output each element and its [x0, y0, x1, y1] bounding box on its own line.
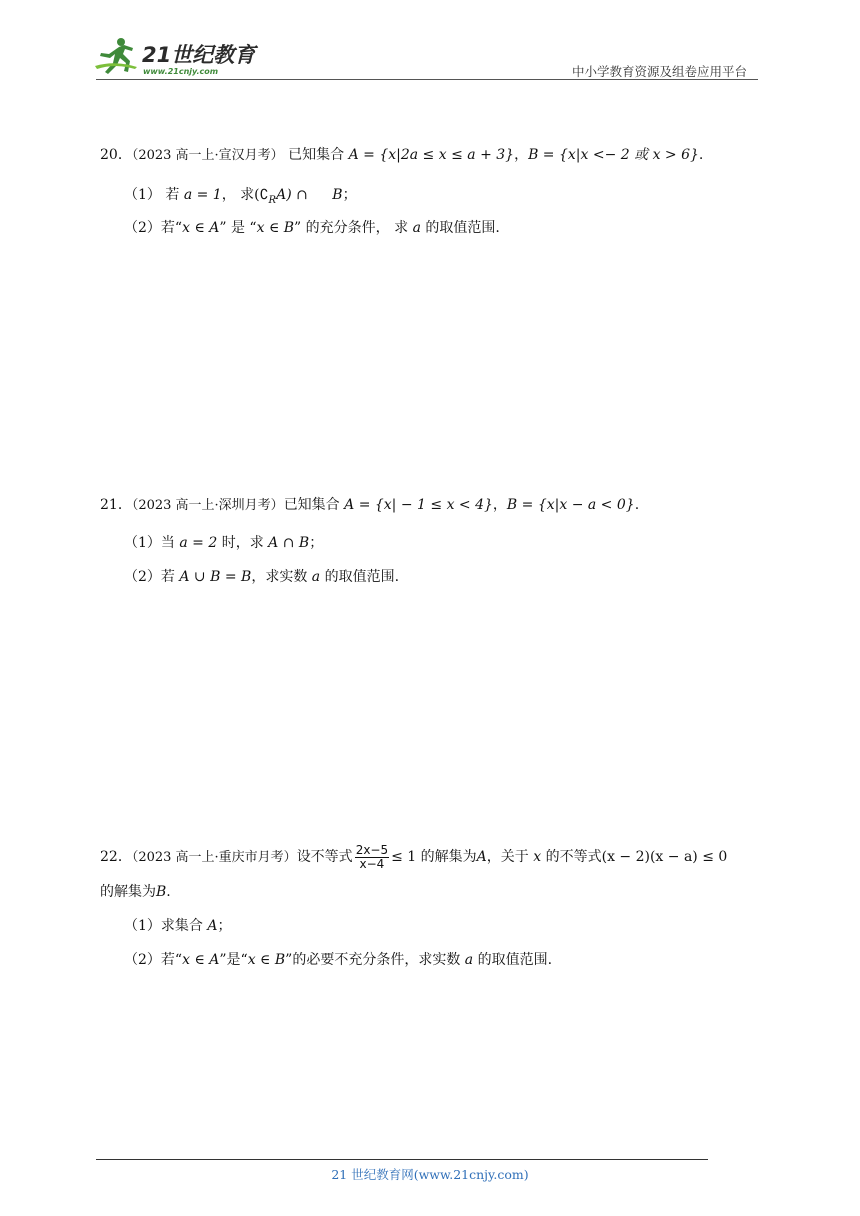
question-22 [100, 840, 727, 875]
q22-p2-math3: a [464, 952, 474, 968]
q22-line2-end: . [166, 884, 171, 900]
q20-p2-math3: a [412, 220, 421, 236]
q21-separator: ， [492, 497, 507, 513]
q21-p1-end: ； [309, 535, 324, 551]
q22-p2-number: （2） [124, 952, 161, 968]
q22-stem2: 的解集为 [420, 849, 477, 865]
footer-divider [96, 1159, 708, 1160]
q20-part-1 [124, 185, 357, 211]
q21-number: 21． [100, 497, 132, 513]
q21-p1-text1: 当 [160, 535, 175, 551]
q21-part-1 [124, 533, 323, 553]
q20-p1-text: 若 [165, 187, 180, 203]
q20-p1-set-b: B [332, 187, 343, 203]
footer-link[interactable]: 21 世纪教育网(www.21cnjy.com) [331, 1167, 529, 1182]
q21-p1-text2: 时，求 [221, 535, 264, 551]
q21-p2-math2: a [311, 569, 321, 585]
q21-set-b: B = {x|x − a < 0} [506, 497, 635, 513]
q20-p1-text2: ， 求 [221, 187, 255, 203]
q20-source: （2023 高一上·宣汉月考） [131, 148, 284, 163]
q22-stem1: 设不等式 [296, 849, 353, 865]
logo-text: 21世纪教育 [142, 43, 256, 67]
q22-part-1 [124, 916, 232, 936]
q21-end: . [634, 497, 640, 513]
q20-p1-subscript: R [268, 194, 277, 206]
q20-part-2 [124, 218, 500, 238]
q22-number: 22． [100, 849, 132, 865]
q22-stem3: ，关于 [486, 849, 529, 865]
q20-p2-text4: 的取值范围. [425, 220, 500, 236]
q20-p2-text1: 若“ [160, 220, 183, 236]
site-logo [95, 36, 265, 78]
q20-p2-math1: x ∈ A [182, 220, 220, 236]
q21-p1-math1: a = 2 [179, 535, 218, 551]
q20-number: 20． [100, 147, 132, 163]
q20-p2-text3: ” 的充分条件， 求 [294, 220, 409, 236]
q20-stem: 已知集合 [288, 147, 345, 163]
q22-p2-math1: x ∈ A [182, 952, 220, 968]
q22-var-x: x [533, 849, 542, 865]
q21-part-2 [124, 567, 399, 587]
runner-icon [95, 38, 137, 74]
q20-set-b: B = {x|x <− 2 或 x > 6} [528, 147, 699, 163]
q21-p1-math2: A ∩ B [268, 535, 310, 551]
q22-p2-text2: ”是“ [219, 952, 248, 968]
q20-set-a: A = {x|2a ≤ x ≤ a + 3} [348, 147, 515, 163]
q20-p1-complement: (∁ [254, 187, 269, 203]
q20-p2-number: （2） [124, 220, 161, 236]
q22-p2-math2: x ∈ B [247, 952, 286, 968]
q21-stem: 已知集合 [283, 497, 340, 513]
q22-fraction-denominator: x−4 [359, 856, 385, 871]
q21-p2-text2: ，求实数 [251, 569, 308, 585]
q22-p2-text3: ”的必要不充分条件，求实数 [285, 952, 461, 968]
q21-p2-number: （2） [124, 569, 161, 585]
q20-separator: ， [514, 147, 529, 163]
q22-fraction-numerator: 2x−5 [355, 842, 389, 857]
q21-p1-number: （1） [124, 535, 161, 551]
q22-p1-text: 求集合 [160, 918, 203, 934]
q22-p2-text4: 的取值范围. [477, 952, 553, 968]
q22-var-a: A [476, 849, 487, 865]
question-20 [100, 145, 703, 166]
q22-p1-end: ； [217, 918, 232, 934]
q20-end: . [698, 147, 704, 163]
q22-fraction [355, 844, 389, 871]
q22-inequality-2: (x − 2)(x − a) ≤ 0 [601, 849, 728, 865]
q20-p1-condition: a = 1 [183, 187, 222, 203]
q21-source: （2023 高一上·深圳月考） [131, 498, 284, 513]
q21-p2-math1: A ∪ B = B [179, 569, 252, 585]
q22-part-2 [124, 950, 552, 970]
q22-p1-var: A [207, 918, 218, 934]
q22-p2-text1: 若“ [160, 952, 183, 968]
platform-name: 中小学教育资源及组卷应用平台 [572, 64, 748, 79]
question-21 [100, 495, 639, 516]
q21-set-a: A = {x| − 1 ≤ x < 4} [344, 497, 493, 513]
q22-source: （2023 高一上·重庆市月考） [131, 850, 297, 865]
q20-p1-number: （1） [124, 187, 161, 203]
q22-p1-number: （1） [124, 918, 161, 934]
q22-inequality: ≤ 1 [391, 849, 417, 865]
header-divider [96, 79, 758, 80]
q21-p2-text3: 的取值范围. [324, 569, 400, 585]
q20-p1-intersect: A) ∩ [276, 187, 308, 203]
q21-p2-text1: 若 [160, 569, 175, 585]
q22-line-2 [100, 882, 171, 902]
q20-p2-math2: x ∈ B [256, 220, 295, 236]
logo-url: www.21cnjy.com [143, 67, 219, 76]
q20-p2-text2: ” 是 “ [219, 220, 257, 236]
q22-line2-var: B [156, 884, 167, 900]
q22-line2-text: 的解集为 [100, 884, 156, 900]
q20-p1-end: ； [342, 187, 357, 203]
q22-stem4: 的不等式 [545, 849, 602, 865]
